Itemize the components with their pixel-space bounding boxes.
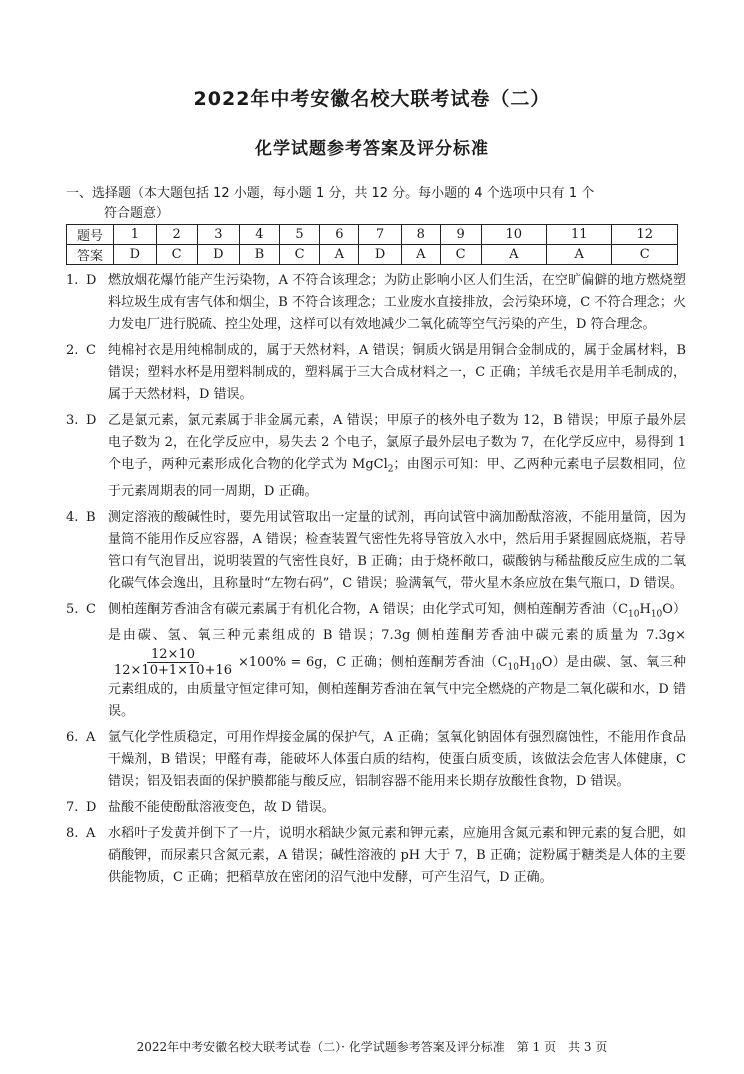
explanation-item (66, 410, 686, 503)
item-number: 1. (66, 273, 79, 288)
item-answer: C (86, 343, 96, 358)
document-title: 2022年中考安徽名校大联考试卷（二） (193, 88, 551, 110)
fraction-denominator: 12×10+1×10+16 (114, 663, 233, 679)
answer-table (66, 224, 678, 265)
number-row-label: 题号 (67, 225, 114, 245)
document-subtitle: 化学试题参考答案及评分标准 (255, 139, 489, 159)
number-cell: 2 (156, 225, 197, 245)
explanation-item (66, 507, 686, 595)
answer-cell: B (240, 245, 279, 265)
answer-cell: A (401, 245, 440, 265)
subscript: 2 (387, 464, 394, 475)
item-text: 测定溶液的酸碱性时，要先用试管取出一定量的试剂，再向试管中滴加酚酞溶液，不能用量筒，因为量筒不能用作反应容器，A 错误；检查装置气密性先将导管放入水中，然后用手紧握圆底烧瓶，若导管口有气泡冒出，说明装置的气密性良好，B 正确；由于烧杯敞口，碳酸钠与稀盐酸反应生成的二氧化碳气体会逸出，且称量时“左物右码”，C 错误；验满氧气，带火星木条应放在集气瓶口，D 错误。 (108, 509, 686, 591)
item-text-part: H (639, 601, 651, 617)
answer-cell: C (440, 245, 481, 265)
answer-cell: D (197, 245, 240, 265)
number-cell: 9 (440, 225, 481, 245)
subscript: 10 (530, 662, 542, 673)
item-text (108, 410, 686, 503)
explanation-item (66, 340, 686, 406)
item-number: 6. (66, 729, 79, 745)
item-number: 5. (66, 601, 79, 617)
item-answer: C (86, 601, 96, 617)
number-cell: 10 (481, 225, 546, 245)
number-cell: 3 (197, 225, 240, 245)
item-text-part: O）是由碳、氢、氧三种元素组成的，由质量守恒定律可知，侧柏莲酮芳香油在氧气中完全燃烧的产物是二氧化碳和水，D 错误。 (108, 655, 686, 719)
subscript: 10 (628, 609, 640, 620)
answer-table-number-row (67, 225, 678, 245)
explanation-item (66, 797, 686, 819)
number-cell: 6 (320, 225, 359, 245)
item-text (108, 599, 686, 723)
answer-cell: C (279, 245, 320, 265)
section-heading-line1: 一、选择题（本大题包括 12 小题，每小题 1 分，共 12 分。每小题的 4 个选项中只有 1 个 (66, 186, 595, 201)
section-heading (66, 184, 686, 224)
item-number: 3. (66, 413, 79, 428)
item-number: 4. (66, 509, 79, 525)
number-cell: 7 (359, 225, 402, 245)
item-text-part: ；由图示可知：甲、乙两种元素电子层数相同，位于元素周期表的同一周期，D 正确。 (108, 457, 686, 499)
item-answer: A (86, 825, 96, 841)
item-text-part: O）是由碳、氢、氧三种元素组成的 B 错误；7.3g 侧柏莲酮芳香油中碳元素的质量为 7.3g× (108, 601, 686, 644)
explanation-item (66, 599, 686, 723)
answer-cell: D (114, 245, 157, 265)
number-cell: 12 (612, 225, 678, 245)
answer-cell: A (320, 245, 359, 265)
item-number: 7. (66, 799, 79, 815)
item-answer: D (86, 413, 97, 428)
item-answer: A (86, 729, 96, 745)
subscript: 10 (650, 609, 663, 620)
item-answer: B (86, 509, 96, 525)
explanation-item (66, 823, 686, 889)
explanation-item (66, 270, 686, 336)
explanation-item (66, 727, 686, 793)
item-answer: D (86, 799, 97, 815)
item-text: 氩气化学性质稳定，可用作焊接金属的保护气，A 正确；氢氧化钠固体有强烈腐蚀性，不能用作食品干燥剂，B 错误；甲醛有毒，能破坏人体蛋白质的结构，使蛋白质变质，该做法会危害人体健康，C 错误；铝及铝表面的保护膜都能与酸反应，铝制容器不能用来长期存放酸性食物，D 错误。 (108, 729, 686, 789)
number-cell: 4 (240, 225, 279, 245)
number-cell: 1 (114, 225, 157, 245)
answer-cell: C (612, 245, 678, 265)
answer-cell: A (547, 245, 612, 265)
item-text: 纯棉衬衣是用纯棉制成的，属于天然材料，A 错误；铜质火锅是用铜合金制成的，属于金属材料，B 错误；塑料水杯是用塑料制成的，塑料属于三大合成材料之一，C 正确；羊绒毛衣是用羊毛制成的，属于天然材料，D 错误。 (108, 343, 686, 402)
page-footer: 2022年中考安徽名校大联考试卷（二）· 化学试题参考答案及评分标准 第 1 页 共 3 页 (136, 1040, 608, 1054)
item-number: 2. (66, 343, 79, 358)
item-text-part: ×100% = 6g，C 正确；侧柏莲酮芳香油（C (238, 655, 508, 671)
item-number: 8. (66, 825, 79, 841)
explanation-list (66, 270, 686, 893)
number-cell: 5 (279, 225, 320, 245)
item-text: 燃放烟花爆竹能产生污染物，A 不符合该理念；为防止影响小区人们生活，在空旷偏僻的地方燃烧塑料垃圾生成有害气体和烟尘，B 不符合该理念；工业废水直接排放，会污染环境，C 不符合理念；火力发电厂进行脱硫、控尘处理，这样可以有效地减少二氧化硫等空气污染的产生，D 符合理念。 (108, 273, 686, 332)
answer-table-answer-row (67, 245, 678, 265)
item-text-part: 侧柏莲酮芳香油含有碳元素属于有机化合物，A 错误；由化学式可知，侧柏莲酮芳香油（C (108, 601, 629, 617)
answer-row-label: 答案 (67, 245, 114, 265)
item-answer: D (86, 273, 97, 288)
answer-cell: D (359, 245, 402, 265)
number-cell: 8 (401, 225, 440, 245)
number-cell: 11 (547, 225, 612, 245)
item-text-part: 乙是氯元素，氯元素属于非金属元素，A 错误；甲原子的核外电子数为 12，B 错误；甲原子最外层电子数为 2，在化学反应中，易失去 2 个电子，氯原子最外层电子数为 7，在化学反应中，易得到 1 个电子，两种元素形成化合物的化学式为 MgCl (108, 413, 686, 472)
subscript: 10 (507, 662, 519, 673)
fraction (110, 647, 236, 678)
fraction-numerator: 12×10 (147, 647, 199, 663)
item-text-part: H (518, 655, 531, 671)
section-heading-line2: 符合题意） (104, 206, 170, 221)
item-text: 水稻叶子发黄并倒下了一片，说明水稻缺少氮元素和钾元素，应施用含氮元素和钾元素的复合肥，如硝酸钾，而尿素只含氮元素，A 错误；碱性溶液的 pH 大于 7，B 正确；淀粉属于糖类是人体的主要供能物质，C 正确；把稻草放在密闭的沼气池中发酵，可产生沼气，D 正确。 (108, 825, 686, 885)
item-text: 盐酸不能使酚酞溶液变色，故 D 错误。 (108, 799, 335, 815)
answer-cell: A (481, 245, 546, 265)
answer-cell: C (156, 245, 197, 265)
